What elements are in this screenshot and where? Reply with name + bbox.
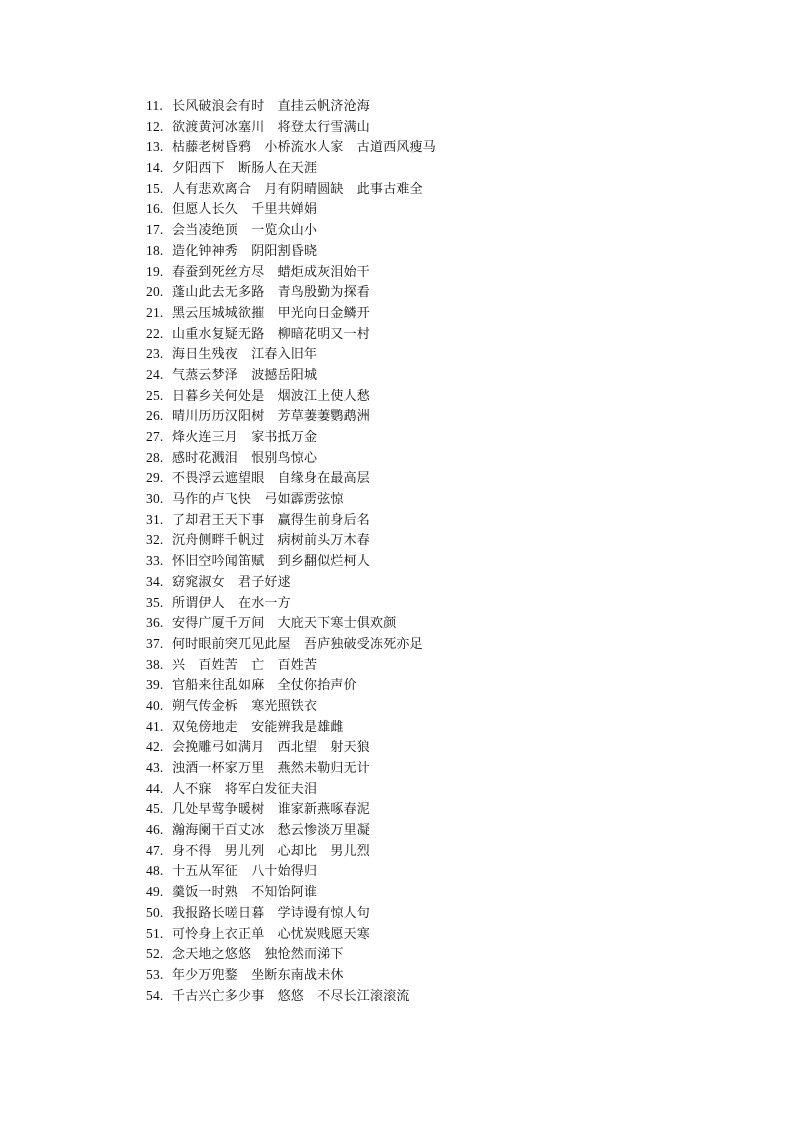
poem-line [146, 965, 436, 986]
verse-text: 何时眼前突兀见此屋 吾庐独破受冻死亦足 [172, 636, 423, 652]
verse-text: 双兔傍地走 安能辨我是雄雌 [172, 719, 344, 735]
verse-text: 晴川历历汉阳树 芳草萋萋鹦鹉洲 [172, 409, 371, 425]
poem-line [146, 406, 436, 427]
verse-text: 身不得 男儿列 心却比 男儿烈 [172, 843, 371, 859]
verse-text: 长风破浪会有时 直挂云帆济沧海 [172, 99, 371, 114]
verse-text: 日暮乡关何处是 烟波江上使人愁 [172, 388, 371, 404]
line-number: 31. [146, 511, 164, 527]
line-number: 34. [146, 573, 164, 589]
poem-line [146, 593, 436, 614]
verse-text: 几处早莺争暖树 谁家新燕啄春泥 [172, 802, 371, 818]
poem-line [146, 117, 436, 138]
line-number: 22. [146, 325, 164, 341]
line-number: 42. [146, 739, 164, 755]
line-number: 24. [146, 366, 164, 382]
verse-text: 感时花溅泪 恨别鸟惊心 [172, 450, 318, 466]
poem-line [146, 282, 436, 303]
verse-text: 羹饭一时熟 不知饴阿谁 [172, 885, 318, 901]
poem-line [146, 986, 436, 1007]
line-number: 19. [146, 263, 164, 279]
poem-line [146, 386, 436, 407]
poem-line [146, 903, 436, 924]
verse-text: 了却君王天下事 赢得生前身后名 [172, 512, 371, 528]
poem-line [146, 510, 436, 531]
poem-line [146, 468, 436, 489]
verse-text: 枯藤老树昏鸦 小桥流水人家 古道西风瘦马 [172, 140, 437, 156]
verse-text: 欲渡黄河冰塞川 将登太行雪满山 [172, 119, 371, 135]
verse-text: 烽火连三月 家书抵万金 [172, 430, 318, 445]
line-number: 48. [146, 863, 164, 879]
verse-text: 十五从军征 八十始得归 [172, 864, 318, 880]
poem-line [146, 262, 436, 283]
poem-line [146, 924, 436, 945]
line-number: 11. [146, 98, 163, 113]
poem-line [146, 675, 436, 696]
poem-line [146, 551, 436, 572]
line-number: 38. [146, 656, 164, 672]
line-number: 23. [146, 346, 164, 362]
poem-line [146, 799, 436, 820]
line-number: 46. [146, 822, 164, 838]
poem-line [146, 717, 436, 738]
line-number: 39. [146, 677, 164, 693]
line-number: 44. [146, 780, 164, 796]
poem-line [146, 137, 436, 158]
poem-line [146, 158, 436, 179]
line-number: 21. [146, 304, 164, 320]
poem-line [146, 655, 436, 676]
poem-line [146, 634, 436, 655]
line-number: 13. [146, 139, 164, 155]
line-number: 32. [146, 532, 164, 548]
verse-text: 人有悲欢离合 月有阴晴圆缺 此事古难全 [172, 181, 423, 197]
line-number: 36. [146, 615, 164, 631]
line-number: 43. [146, 760, 164, 775]
line-number: 45. [146, 801, 164, 817]
verse-text: 但愿人长久 千里共婵娟 [172, 202, 318, 218]
line-number: 40. [146, 697, 164, 713]
verse-text: 安得广厦千万间 大庇天下寒士俱欢颜 [172, 616, 397, 632]
line-number: 33. [146, 553, 164, 569]
line-number: 12. [146, 118, 164, 134]
poem-line [146, 179, 436, 200]
verse-text: 所谓伊人 在水一方 [172, 595, 291, 611]
verse-text: 千古兴亡多少事 悠悠 不尽长江滚滚流 [172, 988, 410, 1004]
verse-text: 兴 百姓苦 亡 百姓苦 [172, 657, 318, 673]
line-number: 51. [146, 925, 164, 941]
poem-line [146, 861, 436, 882]
verse-text: 官船来往乱如麻 全仗你抬声价 [172, 678, 357, 694]
poem-line [146, 199, 436, 220]
verse-text: 气蒸云梦泽 波撼岳阳城 [172, 367, 318, 383]
verse-text: 造化钟神秀 阴阳割昏晓 [172, 243, 318, 259]
line-number: 14. [146, 160, 164, 176]
line-number: 26. [146, 408, 164, 424]
poem-line [146, 820, 436, 841]
verse-text: 窈窕淑女 君子好逑 [172, 574, 291, 590]
line-number: 27. [146, 429, 164, 444]
verse-text: 念天地之悠悠 独怆然而涕下 [172, 947, 344, 963]
poem-line [146, 779, 436, 800]
poem-line [146, 344, 436, 365]
poem-line [146, 572, 436, 593]
poem-line [146, 324, 436, 345]
line-number: 49. [146, 884, 164, 900]
verse-text: 会当凌绝顶 一览众山小 [172, 223, 318, 239]
poem-line [146, 944, 436, 965]
verse-text: 怀旧空吟闻笛赋 到乡翻似烂柯人 [172, 554, 371, 570]
line-number: 54. [146, 987, 164, 1003]
line-number: 30. [146, 491, 164, 507]
poem-line [146, 448, 436, 469]
verse-text: 夕阳西下 断肠人在天涯 [172, 161, 318, 177]
poem-line [146, 882, 436, 903]
line-number: 37. [146, 635, 164, 651]
verse-text: 春蚕到死丝方尽 蜡炬成灰泪始干 [172, 264, 371, 280]
line-number: 16. [146, 201, 164, 217]
poem-line [146, 613, 436, 634]
line-number: 28. [146, 449, 164, 465]
verse-text: 马作的卢飞快 弓如霹雳弦惊 [172, 492, 344, 508]
verse-text: 山重水复疑无路 柳暗花明又一村 [172, 326, 371, 342]
line-number: 15. [146, 180, 164, 196]
poem-line [146, 758, 436, 779]
poem-line [146, 530, 436, 551]
poem-line [146, 220, 436, 241]
line-number: 29. [146, 470, 164, 486]
poem-line [146, 96, 436, 117]
verse-text: 浊酒一杯家万里 燕然未勒归无计 [172, 761, 371, 776]
poem-line [146, 241, 436, 262]
verse-text: 人不寐 将军白发征夫泪 [172, 781, 318, 797]
line-number: 41. [146, 718, 164, 734]
verse-text: 年少万兜鍪 坐断东南战未休 [172, 967, 344, 983]
line-number: 20. [146, 284, 164, 300]
verse-text: 不畏浮云遮望眼 自缘身在最高层 [172, 471, 371, 487]
line-number: 17. [146, 222, 164, 238]
line-number: 25. [146, 387, 164, 403]
poem-line-list [146, 96, 436, 1006]
poem-line [146, 489, 436, 510]
line-number: 53. [146, 966, 164, 982]
verse-text: 沉舟侧畔千帆过 病树前头万木春 [172, 533, 371, 549]
verse-text: 蓬山此去无多路 青鸟殷勤为探看 [172, 285, 371, 301]
verse-text: 我报路长嗟日暮 学诗谩有惊人句 [172, 905, 371, 921]
verse-text: 黑云压城城欲摧 甲光向日金鳞开 [172, 305, 371, 321]
line-number: 47. [146, 842, 164, 858]
poem-line [146, 696, 436, 717]
line-number: 52. [146, 946, 164, 962]
verse-text: 海日生残夜 江春入旧年 [172, 347, 318, 363]
verse-text: 瀚海阑干百丈冰 愁云惨淡万里凝 [172, 823, 371, 839]
poem-line [146, 841, 436, 862]
verse-text: 会挽雕弓如满月 西北望 射天狼 [172, 740, 371, 756]
poem-line [146, 365, 436, 386]
line-number: 35. [146, 594, 164, 610]
verse-text: 朔气传金柝 寒光照铁衣 [172, 698, 318, 714]
verse-text: 可怜身上衣正单 心忧炭贱愿天寒 [172, 926, 371, 942]
poem-line [146, 737, 436, 758]
line-number: 18. [146, 242, 164, 258]
poem-line [146, 303, 436, 324]
line-number: 50. [146, 904, 164, 920]
poem-line [146, 427, 436, 448]
